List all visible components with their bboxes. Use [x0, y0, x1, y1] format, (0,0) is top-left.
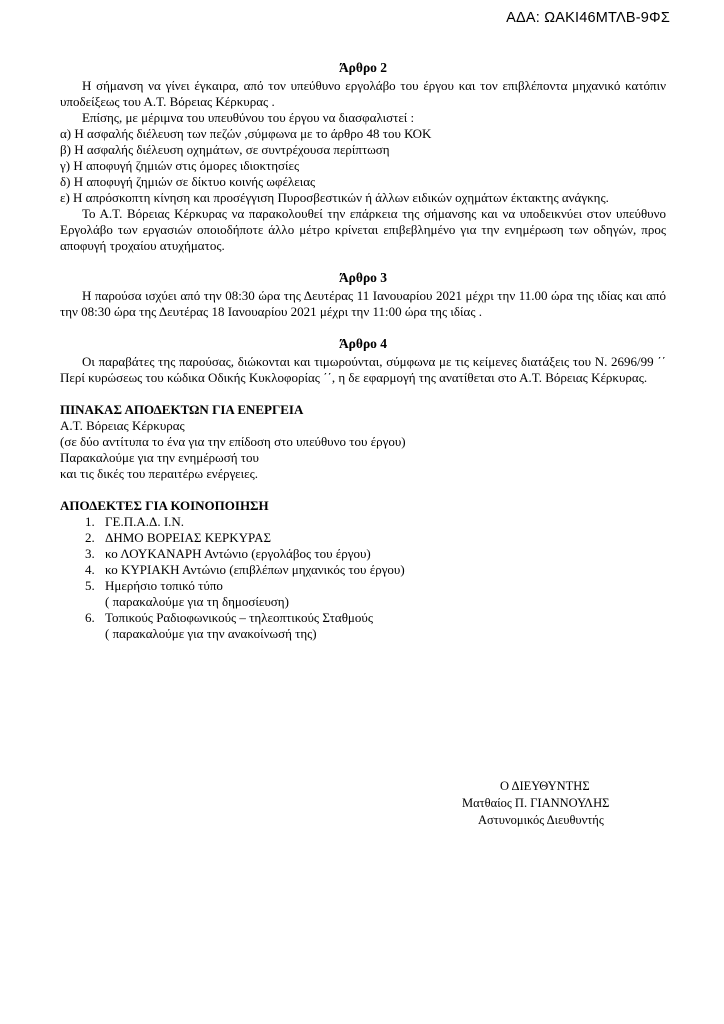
list-item-note: ( παρακαλούμε για την ανακοίνωσή της): [105, 626, 317, 641]
signature-role: Ο ΔΙΕΥΘΥΝΤΗΣ: [500, 779, 590, 793]
signature-name: Ματθαίος Π. ΓΙΑΝΝΟΥΛΗΣ: [462, 796, 610, 810]
ada-code: ΑΔΑ: ΩΑΚΙ46ΜΤΛΒ-9ΦΣ: [506, 10, 670, 26]
list-item: [60, 562, 666, 578]
article-2-title: Άρθρο 2: [338, 60, 388, 75]
article-2-item-b: β) Η ασφαλής διέλευση οχημάτων, σε συντρέχουσα περίπτωση: [60, 142, 390, 157]
article-4-paragraph: Οι παραβάτες της παρούσας, διώκονται και τιμωρούνται, σύμφωνα με τις κείμενες διατάξεις του Ν. 2696/99 ΄΄ Περί κυρώσεως του κώδικα Οδικής Κυκλοφορίας ΄΄, η δε εφαρμογή της ανατίθεται στο Α.Τ. Βόρειας Κέρκυρας.: [60, 354, 666, 385]
list-item: [60, 546, 666, 562]
list-item-text: κο ΛΟΥΚΑΝΑΡΗ Αντώνιο (εργολάβος του έργου): [105, 546, 371, 561]
article-2-item-d: δ) Η αποφυγή ζημιών σε δίκτυο κοινής ωφέλειας: [60, 174, 316, 189]
article-2-item-c: γ) Η αποφυγή ζημιών στις όμορες ιδιοκτησίες: [60, 158, 300, 173]
article-2-item-e: ε) Η απρόσκοπτη κίνηση και προσέγγιση Πυροσβεστικών ή άλλων ειδικών οχημάτων έκτακτης ανάγκης.: [60, 190, 609, 205]
list-item: [60, 530, 666, 546]
signature-block: [462, 778, 642, 829]
article-2-paragraph-3: Το Α.Τ. Βόρειας Κέρκυρας να παρακολουθεί την επάρκεια της σήμανσης και να υποδεικνύει στον υπεύθυνο Εργολάβο των εργασιών οποιοδήποτε άλλο μέτρο κρίνεται επιβεβλημένο για την ενημέρωση των οδηγών, προς αποφυγή τροχαίου ατυχήματος.: [60, 206, 666, 253]
list-item-number: 1.: [85, 514, 95, 529]
list-item-text: Ημερήσιο τοπικό τύπο: [105, 578, 223, 593]
list-item-note: ( παρακαλούμε για τη δημοσίευση): [105, 594, 289, 609]
recipients-action-title: ΠΙΝΑΚΑΣ ΑΠΟΔΕΚΤΩΝ ΓΙΑ ΕΝΕΡΓΕΙΑ: [60, 402, 304, 417]
list-item-number: 4.: [85, 562, 95, 577]
document-body: [60, 60, 666, 642]
list-item-text: Τοπικούς Ραδιοφωνικούς – τηλεοπτικούς Σταθμούς: [105, 610, 373, 625]
list-item-text: ΓΕ.Π.Α.Δ. Ι.Ν.: [105, 514, 185, 529]
recipients-notify-title: ΑΠΟΔΕΚΤΕΣ ΓΙΑ ΚΟΙΝΟΠΟΙΗΣΗ: [60, 498, 269, 513]
list-item: [60, 610, 666, 642]
article-3-paragraph: Η παρούσα ισχύει από την 08:30 ώρα της Δευτέρας 11 Ιανουαρίου 2021 μέχρι την 11.00 ώρα της ιδίας και από την 08:30 ώρα της Δευτέρας 18 Ιανουαρίου 2021 μέχρι την 11:00 ώρα της ιδίας .: [60, 288, 666, 319]
recipients-notify-list: [60, 514, 666, 642]
recipients-action-line: και τις δικές του περαιτέρω ενέργειες.: [60, 466, 258, 481]
recipients-action-line: (σε δύο αντίτυπα το ένα για την επίδοση στο υπεύθυνο του έργου): [60, 434, 406, 449]
signature-rank: Αστυνομικός Διευθυντής: [478, 813, 604, 827]
list-item: [60, 578, 666, 610]
recipients-action-line: Παρακαλούμε για την ενημέρωσή του: [60, 450, 259, 465]
list-item: [60, 514, 666, 530]
list-item-number: 5.: [85, 578, 95, 593]
article-4-title: Άρθρο 4: [338, 336, 388, 351]
list-item-text: κο ΚΥΡΙΑΚΗ Αντώνιο (επιβλέπων μηχανικός του έργου): [105, 562, 405, 577]
article-3-title: Άρθρο 3: [338, 270, 388, 285]
article-2-paragraph-2: Επίσης, με μέριμνα του υπευθύνου του έργου να διασφαλιστεί :: [82, 110, 415, 125]
article-2-paragraph-1: Η σήμανση να γίνει έγκαιρα, από τον υπεύθυνο εργολάβο του έργου και τον επιβλέποντα μηχανικό κατόπιν υποδείξεως του Α.Τ. Βόρειας Κέρκυρας .: [60, 78, 666, 109]
list-item-number: 6.: [85, 610, 95, 625]
article-2-item-a: α) Η ασφαλής διέλευση των πεζών ,σύμφωνα με το άρθρο 48 του ΚΟΚ: [60, 126, 432, 141]
list-item-number: 2.: [85, 530, 95, 545]
list-item-text: ΔΗΜΟ ΒΟΡΕΙΑΣ ΚΕΡΚΥΡΑΣ: [105, 530, 272, 545]
recipients-action-line: Α.Τ. Βόρειας Κέρκυρας: [60, 418, 185, 433]
list-item-number: 3.: [85, 546, 95, 561]
